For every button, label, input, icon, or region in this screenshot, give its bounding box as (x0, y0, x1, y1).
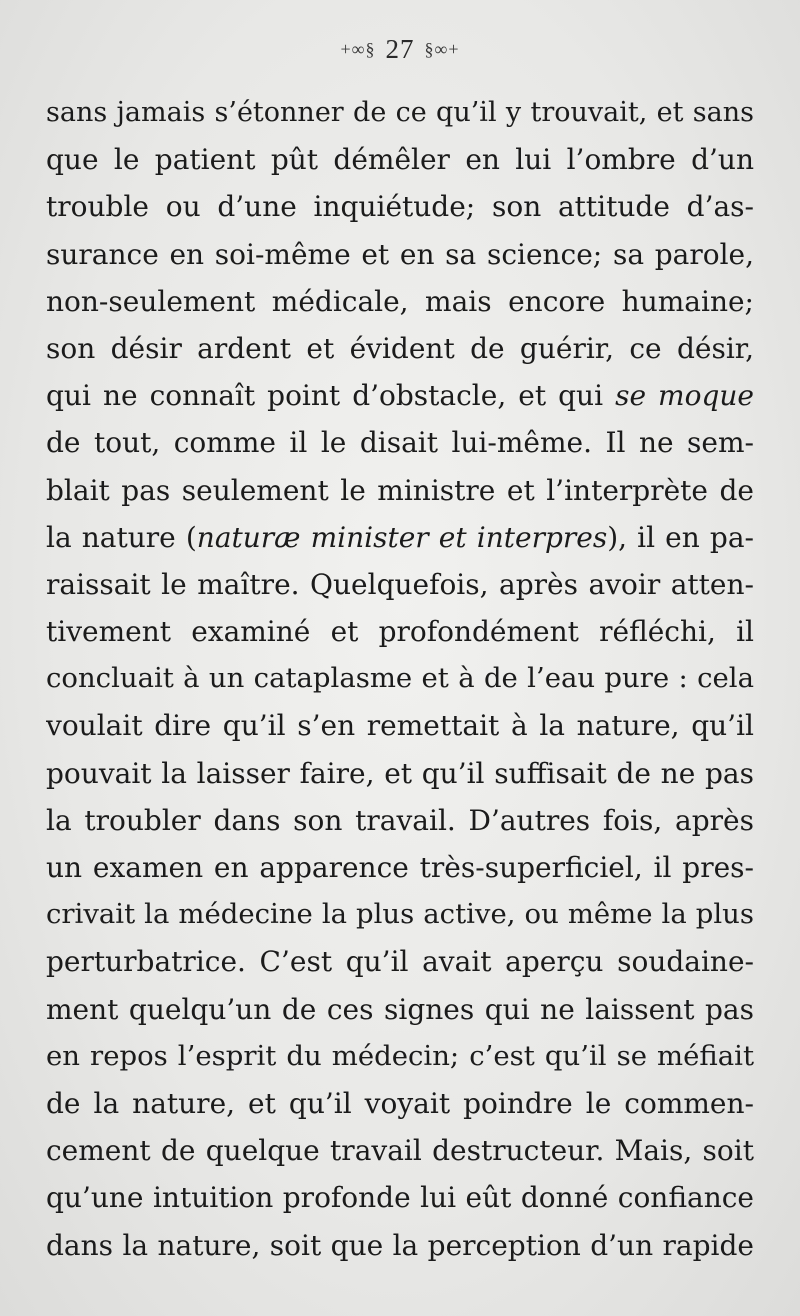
text-segment: blait pas seulement le ministre et l’interprète de (46, 473, 754, 507)
text-line (46, 514, 754, 561)
text-line (46, 797, 754, 844)
text-line (46, 419, 754, 466)
text-line (46, 655, 754, 702)
text-segment: qui ne connaît point d’obstacle, et qui (46, 379, 616, 413)
italic-text: se moque (615, 379, 754, 413)
italic-text: naturæ minister et interpres (196, 520, 608, 554)
text-line (46, 844, 754, 891)
text-line (46, 325, 754, 372)
text-line (46, 136, 754, 183)
text-line (46, 231, 754, 278)
text-segment: tivement examiné et profondément réfléchi, il (46, 615, 754, 649)
text-segment: perturbatrice. C’est qu’il avait aperçu soudaine- (46, 945, 754, 979)
text-line (46, 891, 754, 938)
text-segment: ment quelqu’un de ces signes qui ne laissent pas (46, 992, 754, 1026)
text-line (46, 1080, 754, 1127)
text-line (46, 561, 754, 608)
text-segment: voulait dire qu’il s’en remettait à la nature, qu’il (46, 709, 754, 743)
text-line (46, 467, 754, 514)
text-segment: crivait la médecine la plus active, ou même la plus (46, 898, 754, 931)
page-number: 27 (385, 34, 415, 64)
text-line (46, 702, 754, 749)
text-segment: un examen en apparence très-superficiel, il pres- (46, 851, 754, 884)
text-segment: non-seulement médicale, mais encore humaine; (46, 284, 754, 318)
text-segment: son désir ardent et évident de guérir, ce désir, (46, 331, 754, 365)
body-text (46, 89, 754, 1269)
text-segment: dans la nature, soit que la perception d’un rapide (46, 1228, 754, 1262)
text-line (46, 1174, 754, 1221)
text-segment: que le patient pût démêler en lui l’ombre d’un (46, 143, 754, 177)
text-segment: la troubler dans son travail. D’autres fois, après (46, 803, 754, 837)
text-segment: surance en soi-même et en sa science; sa parole, (46, 237, 754, 271)
text-line (46, 938, 754, 985)
text-segment: ), il en pa- (607, 520, 754, 554)
page-header (0, 34, 800, 65)
text-segment: cement de quelque travail destructeur. Mais, soit (46, 1134, 754, 1168)
text-line (46, 1127, 754, 1174)
text-line (46, 278, 754, 325)
text-line (46, 1222, 754, 1269)
text-line (46, 1033, 754, 1080)
text-line (46, 608, 754, 655)
text-segment: la nature ( (46, 520, 197, 554)
text-segment: sans jamais s’étonner de ce qu’il y trouvait, et sans (46, 97, 754, 128)
ornament-left: +∞§ (340, 39, 376, 59)
text-segment: pouvait la laisser faire, et qu’il suffisait de ne pas (46, 756, 754, 790)
text-segment: raissait le maître. Quelquefois, après avoir atten- (46, 567, 754, 601)
text-segment: de la nature, et qu’il voyait poindre le commen- (46, 1086, 754, 1120)
text-line (46, 183, 754, 230)
text-line (46, 372, 754, 419)
text-segment: concluait à un cataplasme et à de l’eau pure : cela (46, 662, 754, 695)
text-line (46, 750, 754, 797)
ornament-right: §∞+ (424, 39, 460, 59)
text-line (46, 986, 754, 1033)
text-segment: de tout, comme il le disait lui-même. Il ne sem- (46, 426, 754, 460)
text-line (46, 89, 754, 136)
text-segment: en repos l’esprit du médecin; c’est qu’il se méfiait (46, 1039, 754, 1072)
text-segment: qu’une intuition profonde lui eût donné confiance (46, 1181, 754, 1215)
text-segment: trouble ou d’une inquiétude; son attitude d’as- (46, 190, 754, 224)
